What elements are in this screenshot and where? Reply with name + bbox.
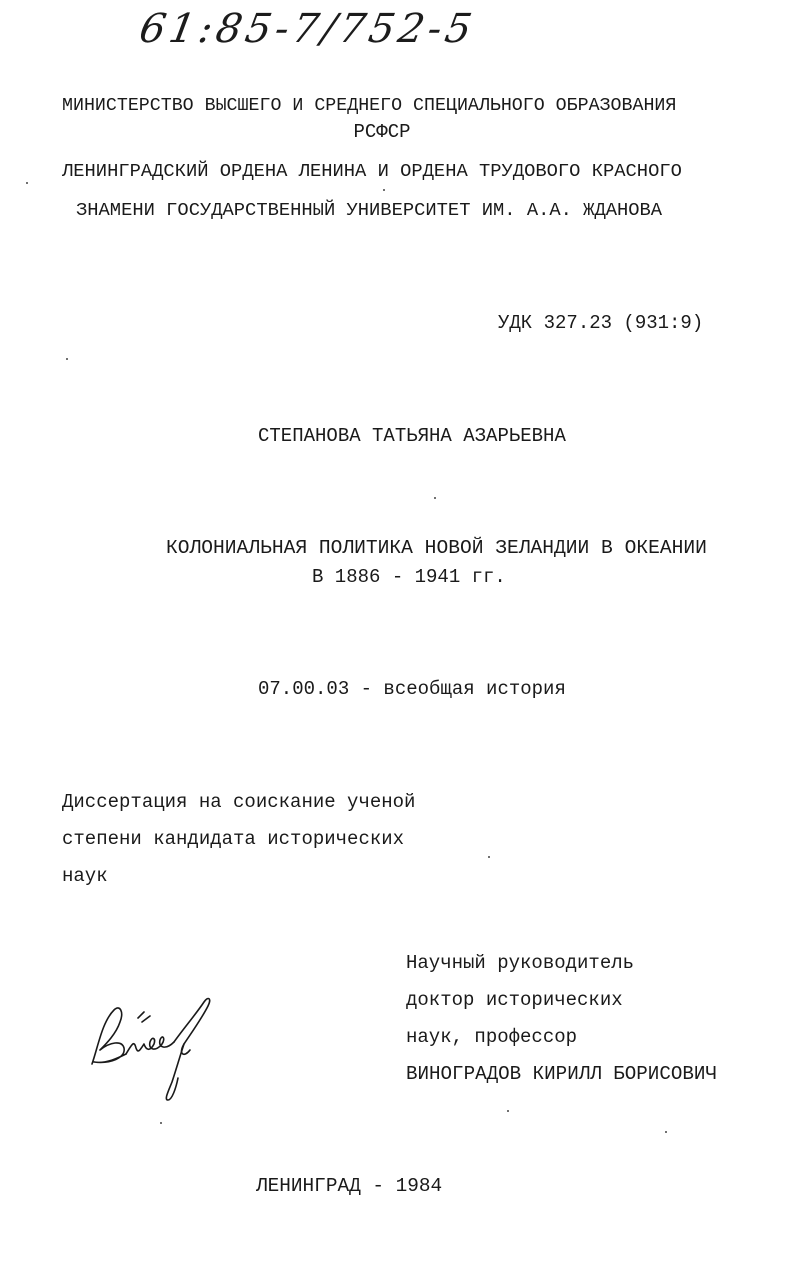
dissertation-title-line-2: В 1886 - 1941 гг.	[312, 566, 506, 588]
supervisor-line-3: наук, профессор	[406, 1026, 578, 1048]
scan-speck	[383, 189, 385, 191]
rsfsr-line: РСФСР	[353, 121, 411, 143]
author-name: СТЕПАНОВА ТАТЬЯНА АЗАРЬЕВНА	[258, 425, 566, 447]
scan-speck	[160, 1122, 162, 1124]
scan-speck	[26, 182, 28, 184]
archive-number: 61:85-7/752-5	[135, 6, 480, 52]
udk-code: УДК 327.23 (931:9)	[498, 312, 704, 334]
university-line-1: ЛЕНИНГРАДСКИЙ ОРДЕНА ЛЕНИНА И ОРДЕНА ТРУДОВОГО КРАСНОГО	[62, 160, 682, 182]
city-year: ЛЕНИНГРАД - 1984	[256, 1175, 443, 1197]
scan-speck	[66, 358, 68, 360]
specialty-code: 07.00.03 - всеобщая история	[258, 678, 566, 700]
supervisor-line-1: Научный руководитель	[406, 952, 635, 974]
scan-speck	[507, 1110, 509, 1112]
scan-speck	[488, 856, 490, 858]
degree-line-1: Диссертация на соискание ученой	[62, 791, 416, 813]
supervisor-line-2: доктор исторических	[406, 989, 623, 1011]
dissertation-title-line-1: КОЛОНИАЛЬНАЯ ПОЛИТИКА НОВОЙ ЗЕЛАНДИИ В ОКЕАНИИ	[166, 537, 707, 559]
supervisor-name: ВИНОГРАДОВ КИРИЛЛ БОРИСОВИЧ	[406, 1063, 717, 1085]
scan-speck	[434, 497, 436, 499]
ministry-line: МИНИСТЕРСТВО ВЫСШЕГО И СРЕДНЕГО СПЕЦИАЛЬНОГО ОБРАЗОВАНИЯ	[62, 96, 677, 116]
degree-line-3: наук	[62, 865, 108, 887]
scan-speck	[665, 1131, 667, 1133]
degree-line-2: степени кандидата исторических	[62, 828, 405, 850]
university-line-2: ЗНАМЕНИ ГОСУДАРСТВЕННЫЙ УНИВЕРСИТЕТ ИМ. А.А. ЖДАНОВА	[76, 199, 663, 221]
handwritten-signature	[80, 992, 230, 1107]
